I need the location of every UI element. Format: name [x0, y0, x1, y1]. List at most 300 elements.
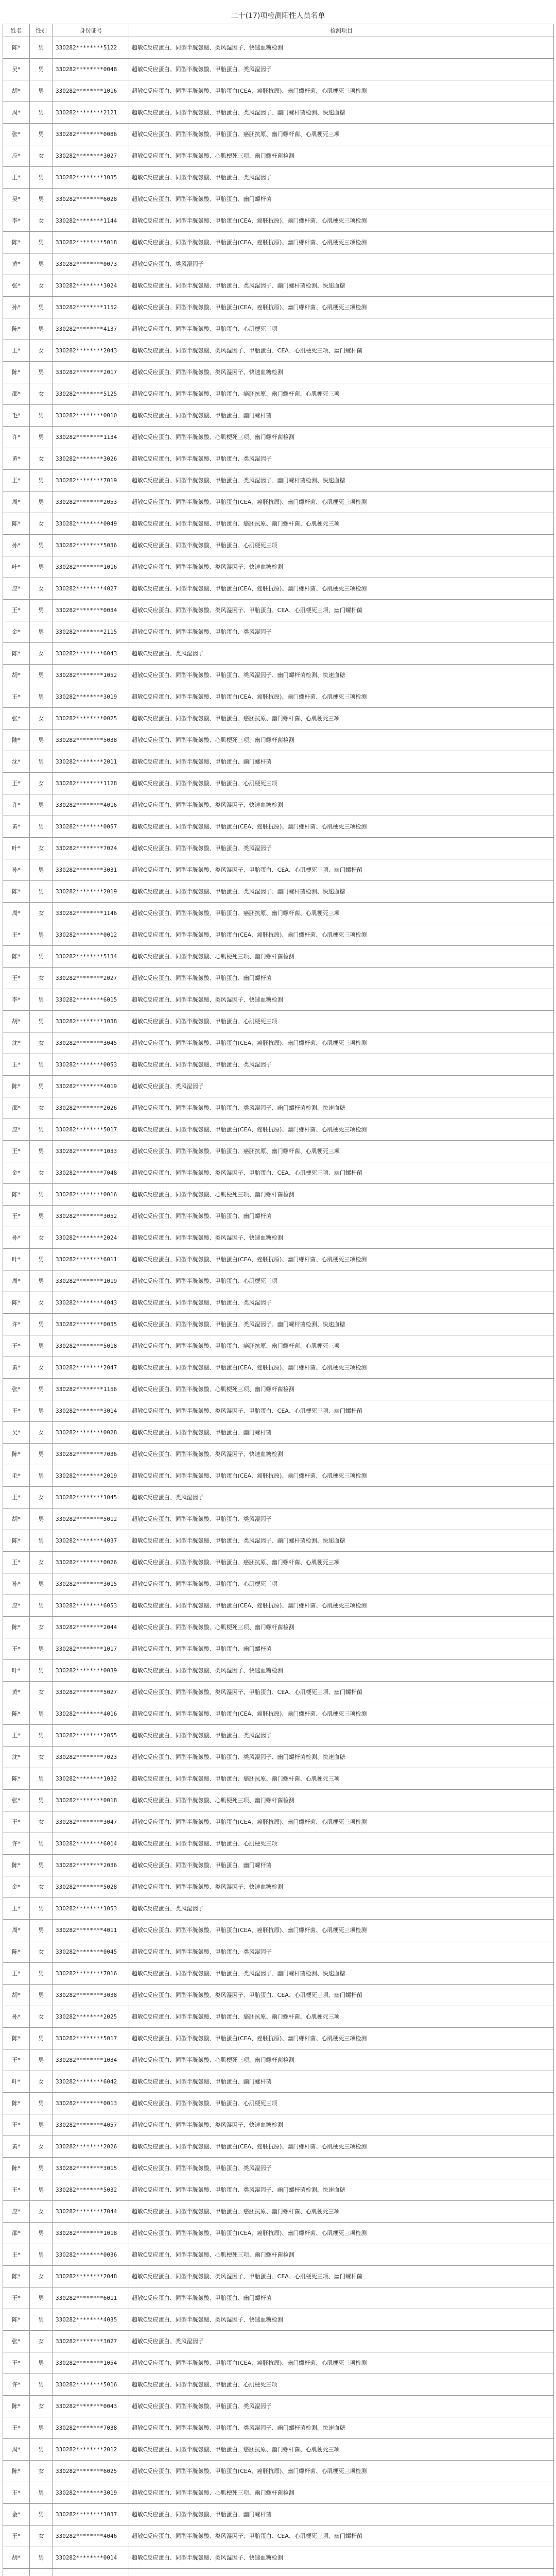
- cell-name: 陈*: [3, 318, 30, 340]
- cell-sex: 男: [30, 1703, 53, 1725]
- table-row: [3, 340, 554, 362]
- cell-result: 超敏C反应蛋白、同型半胱氨酸、甲胎蛋白(CEA、癌胚抗原)、幽门螺杆菌、心肌梗死三项检测: [129, 80, 554, 102]
- table-row: [3, 2547, 554, 2569]
- cell-id-number: 330282********2044: [53, 1617, 129, 1638]
- cell-sex: 男: [30, 1184, 53, 1206]
- cell-id-number: 330282********4011: [53, 1920, 129, 1941]
- cell-sex: 女: [30, 2331, 53, 2352]
- cell-sex: 男: [30, 1509, 53, 1530]
- table-row: [3, 1119, 554, 1141]
- cell-sex: 男: [30, 1119, 53, 1141]
- table-row: [3, 2396, 554, 2417]
- table-row: [3, 2093, 554, 2114]
- cell-name: 应*: [3, 2201, 30, 2223]
- table-row: [3, 1314, 554, 1335]
- cell-result: 超敏C反应蛋白、同型半胱氨酸、甲胎蛋白(CEA、癌胚抗原)、幽门螺杆菌、心肌梗死三项检测: [129, 2136, 554, 2158]
- cell-sex: 男: [30, 167, 53, 189]
- cell-result: 超敏C反应蛋白、同型半胱氨酸、类风湿因子、快速血糖检测: [129, 2114, 554, 2136]
- table-row: [3, 1422, 554, 1444]
- cell-sex: 女: [30, 2461, 53, 2482]
- table-row: [3, 1920, 554, 1941]
- cell-name: 张*: [3, 124, 30, 145]
- cell-id-number: 330282********1037: [53, 2504, 129, 2526]
- cell-sex: 男: [30, 1898, 53, 1920]
- cell-name: 孙*: [3, 2006, 30, 2028]
- cell-id-number: 330282********0014: [53, 2547, 129, 2569]
- cell-name: 王*: [3, 2179, 30, 2201]
- cell-sex: 男: [30, 1920, 53, 1941]
- cell-name: 王*: [3, 1206, 30, 1227]
- cell-id-number: 330282********2026: [53, 1097, 129, 1119]
- cell-id-number: 330282********5125: [53, 383, 129, 405]
- cell-name: 应*: [3, 1119, 30, 1141]
- cell-id-number: 330282********1032: [53, 1768, 129, 1790]
- cell-sex: 男: [30, 1249, 53, 1270]
- cell-id-number: 330282********1134: [53, 427, 129, 448]
- table-row: [3, 1487, 554, 1509]
- cell-name: 金*: [3, 2504, 30, 2526]
- cell-result: 超敏C反应蛋白、同型半胱氨酸、甲胎蛋白、类风湿因子: [129, 2158, 554, 2179]
- cell-id-number: 330282********2043: [53, 340, 129, 362]
- table-row: [3, 1790, 554, 1811]
- cell-name: 陈*: [3, 881, 30, 903]
- cell-result: 超敏C反应蛋白、同型半胱氨酸、甲胎蛋白(CEA、癌胚抗原)、幽门螺杆菌、心肌梗死三项检测: [129, 578, 554, 600]
- cell-name: 陈*: [3, 643, 30, 665]
- cell-result: 超敏C反应蛋白、同型半胱氨酸、类风湿因子、快速血糖检测: [129, 1876, 554, 1898]
- cell-result: 超敏C反应蛋白、同型半胱氨酸、甲胎蛋白、类风湿因子: [129, 1941, 554, 1963]
- cell-sex: 男: [30, 1270, 53, 1292]
- cell-sex: 男: [30, 253, 53, 275]
- cell-id-number: 330282********6025: [53, 2461, 129, 2482]
- cell-id-number: 330282********0057: [53, 816, 129, 838]
- cell-sex: 女: [30, 1292, 53, 1314]
- table-row: [3, 2136, 554, 2158]
- cell-id-number: 330282********1052: [53, 665, 129, 686]
- cell-result: 超敏C反应蛋白、同型半胱氨酸、心肌梗死三项、幽门螺杆菌检测: [129, 946, 554, 968]
- cell-sex: 女: [30, 773, 53, 794]
- table-row: [3, 2158, 554, 2179]
- page-title: 二十(17)项检测阳性人员名单: [231, 12, 325, 20]
- cell-sex: 男: [30, 2287, 53, 2309]
- table-row: [3, 2504, 554, 2526]
- cell-id-number: 330282********1128: [53, 773, 129, 794]
- cell-name: 王*: [3, 686, 30, 708]
- cell-id-number: 330282********3031: [53, 859, 129, 881]
- cell-id-number: 330282********6042: [53, 2071, 129, 2093]
- cell-sex: 男: [30, 1465, 53, 1487]
- cell-name: 叶*: [3, 556, 30, 578]
- cell-name: 陈*: [3, 1617, 30, 1638]
- cell-sex: 男: [30, 1573, 53, 1595]
- cell-result: 超敏C反应蛋白、同型半胱氨酸、类风湿因子、甲胎蛋白、CEA、心肌梗死三项、幽门螺杆菌: [129, 2266, 554, 2287]
- cell-id-number: 330282********7044: [53, 2201, 129, 2223]
- cell-id-number: 330282********3027: [53, 145, 129, 167]
- cell-sex: [30, 2569, 53, 2576]
- cell-name: 应*: [3, 1595, 30, 1617]
- cell-name: 胡*: [3, 1509, 30, 1530]
- cell-sex: 男: [30, 492, 53, 513]
- table-row: [3, 1292, 554, 1314]
- cell-sex: 男: [30, 1963, 53, 1985]
- cell-result: 超敏C反应蛋白、同型半胱氨酸、心肌梗死三项、幽门螺杆菌检测: [129, 730, 554, 751]
- cell-id-number: 330282********4037: [53, 1530, 129, 1552]
- cell-name: 黄*: [3, 1357, 30, 1379]
- cell-name: 金*: [3, 621, 30, 643]
- cell-sex: 男: [30, 1011, 53, 1032]
- cell-id-number: 330282********5122: [53, 37, 129, 59]
- cell-sex: 男: [30, 1444, 53, 1465]
- table-row: [3, 2028, 554, 2049]
- table-row: [3, 794, 554, 816]
- cell-result: 超敏C反应蛋白、同型半胱氨酸、甲胎蛋白、类风湿因子: [129, 59, 554, 80]
- cell-sex: 女: [30, 1487, 53, 1509]
- cell-id-number: 330282********5017: [53, 1119, 129, 1141]
- cell-result: 超敏C反应蛋白、同型半胱氨酸、类风湿因子、甲胎蛋白、CEA、心肌梗死三项、幽门螺杆菌: [129, 2526, 554, 2547]
- header-id: 身份证号: [53, 24, 129, 37]
- cell-sex: 男: [30, 2482, 53, 2504]
- cell-id-number: 330282********0035: [53, 1314, 129, 1335]
- table-row: [3, 1249, 554, 1270]
- results-table: [3, 24, 554, 2576]
- table-row: [3, 1682, 554, 1703]
- cell-name: 胡*: [3, 665, 30, 686]
- cell-name: 许*: [3, 2374, 30, 2396]
- cell-sex: 男: [30, 1725, 53, 1747]
- cell-sex: 女: [30, 903, 53, 924]
- cell-sex: 女: [30, 2396, 53, 2417]
- table-row: [3, 2071, 554, 2093]
- cell-result: 超敏C反应蛋白、同型半胱氨酸、甲胎蛋白(CEA、癌胚抗原)、幽门螺杆菌、心肌梗死三项检测: [129, 1032, 554, 1054]
- cell-sex: 女: [30, 1357, 53, 1379]
- cell-result: 超敏C反应蛋白、同型半胱氨酸、甲胎蛋白、类风湿因子: [129, 1725, 554, 1747]
- table-row: [3, 59, 554, 80]
- cell-id-number: 330282********3026: [53, 448, 129, 470]
- table-row: [3, 1573, 554, 1595]
- cell-sex: 女: [30, 2266, 53, 2287]
- cell-id-number: 330282********5018: [53, 1335, 129, 1357]
- cell-name: 陈*: [3, 2266, 30, 2287]
- cell-id-number: 330282********7024: [53, 838, 129, 859]
- cell-id-number: 330282********1033: [53, 1141, 129, 1162]
- cell-name: 叶*: [3, 2071, 30, 2093]
- cell-id-number: 330282********1018: [53, 2223, 129, 2244]
- table-row: [3, 1941, 554, 1963]
- cell-sex: 女: [30, 210, 53, 232]
- cell-name: 金*: [3, 1876, 30, 1898]
- cell-name: 陈*: [3, 1941, 30, 1963]
- cell-id-number: 330282********3014: [53, 1400, 129, 1422]
- cell-id-number: 330282********2011: [53, 751, 129, 773]
- cell-sex: 男: [30, 556, 53, 578]
- table-row: [3, 1162, 554, 1184]
- cell-sex: 男: [30, 1076, 53, 1097]
- cell-result: 超敏C反应蛋白、同型半胱氨酸、类风湿因子、快速血糖检测: [129, 794, 554, 816]
- cell-result: 超敏C反应蛋白、同型半胱氨酸、甲胎蛋白、心肌梗死三项: [129, 2093, 554, 2114]
- cell-name: 陈*: [3, 2158, 30, 2179]
- cell-name: 陈*: [3, 232, 30, 253]
- cell-id-number: 330282********5036: [53, 535, 129, 556]
- cell-id-number: 330282********3038: [53, 1985, 129, 2006]
- table-row: [3, 1227, 554, 1249]
- cell-result: 超敏C反应蛋白、同型半胱氨酸、甲胎蛋白、类风湿因子、幽门螺杆菌检测、快速血糖: [129, 2179, 554, 2201]
- cell-sex: 男: [30, 80, 53, 102]
- table-row: [3, 903, 554, 924]
- cell-result: 超敏C反应蛋白、同型半胱氨酸、甲胎蛋白(CEA、癌胚抗原)、幽门螺杆菌、心肌梗死三项检测: [129, 1249, 554, 1270]
- cell-name: 孙*: [3, 859, 30, 881]
- cell-result: 超敏C反应蛋白、同型半胱氨酸、甲胎蛋白(CEA、癌胚抗原)、幽门螺杆菌、心肌梗死三项检测: [129, 2461, 554, 2482]
- cell-id-number: 330282********6011: [53, 1249, 129, 1270]
- cell-result: 超敏C反应蛋白、同型半胱氨酸、心肌梗死三项、幽门螺杆菌检测: [129, 1184, 554, 1206]
- cell-name: 陈*: [3, 1703, 30, 1725]
- cell-name: 叶*: [3, 838, 30, 859]
- cell-result: 超敏C反应蛋白、同型半胱氨酸、类风湿因子、甲胎蛋白、CEA、心肌梗死三项、幽门螺杆菌: [129, 1162, 554, 1184]
- cell-result: 超敏C反应蛋白、同型半胱氨酸、甲胎蛋白、类风湿因子: [129, 1292, 554, 1314]
- cell-id-number: 330282********0048: [53, 59, 129, 80]
- cell-sex: 女: [30, 513, 53, 535]
- cell-sex: 男: [30, 1314, 53, 1335]
- cell-name: 王*: [3, 2244, 30, 2266]
- cell-id-number: 330282********3045: [53, 1032, 129, 1054]
- cell-sex: 男: [30, 59, 53, 80]
- table-row: [3, 816, 554, 838]
- cell-result: 超敏C反应蛋白、同型半胱氨酸、甲胎蛋白、幽门螺杆菌: [129, 2071, 554, 2093]
- cell-sex: 男: [30, 1530, 53, 1552]
- table-row: [3, 1747, 554, 1768]
- table-row: [3, 1768, 554, 1790]
- table-row: [3, 1876, 554, 1898]
- cell-id-number: 330282********6053: [53, 1595, 129, 1617]
- cell-name: 王*: [3, 2526, 30, 2547]
- cell-name: 陈*: [3, 946, 30, 968]
- cell-name: 周*: [3, 102, 30, 124]
- cell-result: 超敏C反应蛋白、同型半胱氨酸、甲胎蛋白、心肌梗死三项: [129, 318, 554, 340]
- cell-sex: 男: [30, 751, 53, 773]
- table-row: [3, 1509, 554, 1530]
- cell-name: 胡*: [3, 80, 30, 102]
- cell-sex: 男: [30, 362, 53, 383]
- cell-sex: 男: [30, 1054, 53, 1076]
- table-row: [3, 1725, 554, 1747]
- cell-result: 超敏C反应蛋白、同型半胱氨酸、甲胎蛋白(CEA、癌胚抗原)、幽门螺杆菌、心肌梗死三项检测: [129, 2028, 554, 2049]
- cell-sex: 男: [30, 2417, 53, 2439]
- cell-result: 超敏C反应蛋白、同型半胱氨酸、心肌梗死三项、幽门螺杆菌检测: [129, 1617, 554, 1638]
- cell-result: 超敏C反应蛋白、同型半胱氨酸、甲胎蛋白、心肌梗死三项: [129, 773, 554, 794]
- cell-result: 超敏C反应蛋白、同型半胱氨酸、甲胎蛋白、类风湿因子: [129, 1054, 554, 1076]
- cell-result: 超敏C反应蛋白、同型半胱氨酸、甲胎蛋白、幽门螺杆菌: [129, 1638, 554, 1660]
- table-row: [3, 1206, 554, 1227]
- cell-name: 陈*: [3, 1292, 30, 1314]
- table-row: [3, 1184, 554, 1206]
- cell-result: 超敏C反应蛋白、同型半胱氨酸、甲胎蛋白、癌胚抗原、幽门螺杆菌、心肌梗死三项: [129, 2439, 554, 2461]
- cell-sex: 女: [30, 1422, 53, 1444]
- cell-result: 超敏C反应蛋白、同型半胱氨酸、甲胎蛋白、癌胚抗原、幽门螺杆菌、心肌梗死三项: [129, 383, 554, 405]
- table-row: [3, 448, 554, 470]
- cell-id-number: 330282********4027: [53, 578, 129, 600]
- cell-result: 超敏C反应蛋白、同型半胱氨酸、甲胎蛋白、心肌梗死三项: [129, 1011, 554, 1032]
- table-row: [3, 1552, 554, 1573]
- cell-name: 陈*: [3, 1530, 30, 1552]
- cell-name: 王*: [3, 1725, 30, 1747]
- cell-id-number: 330282********2025: [53, 2006, 129, 2028]
- cell-id-number: 330282********1038: [53, 1011, 129, 1032]
- cell-id-number: 330282********3019: [53, 686, 129, 708]
- cell-id-number: 330282********0010: [53, 405, 129, 427]
- cell-name: 王*: [3, 1141, 30, 1162]
- cell-sex: 男: [30, 2352, 53, 2374]
- cell-result: 超敏C反应蛋白、同型半胱氨酸、类风湿因子、快速血糖检测: [129, 1660, 554, 1682]
- table-row: [3, 2417, 554, 2439]
- cell-id-number: 330282********7038: [53, 2417, 129, 2439]
- cell-id-number: 330282********2027: [53, 968, 129, 989]
- cell-name: 王*: [3, 2049, 30, 2071]
- table-row: [3, 124, 554, 145]
- cell-id-number: 330282********4043: [53, 1292, 129, 1314]
- cell-name: 周*: [3, 1270, 30, 1292]
- cell-name: 胡*: [3, 1985, 30, 2006]
- cell-name: 邵*: [3, 2223, 30, 2244]
- cell-id-number: 330282********7016: [53, 1963, 129, 1985]
- cell-result: 超敏C反应蛋白、同型半胱氨酸、甲胎蛋白、类风湿因子、幽门螺杆菌检测、快速血糖: [129, 665, 554, 686]
- cell-result: 超敏C反应蛋白、同型半胱氨酸、甲胎蛋白、癌胚抗原、幽门螺杆菌、心肌梗死三项: [129, 1552, 554, 1573]
- table-row: [3, 2266, 554, 2287]
- table-row: [3, 1703, 554, 1725]
- table-row: [3, 1465, 554, 1487]
- cell-name: 张*: [3, 1790, 30, 1811]
- cell-sex: 男: [30, 232, 53, 253]
- table-row: [3, 318, 554, 340]
- cell-result: 超敏C反应蛋白、同型半胱氨酸、心肌梗死三项、幽门螺杆菌检测: [129, 427, 554, 448]
- cell-sex: 男: [30, 189, 53, 210]
- table-row: [3, 881, 554, 903]
- cell-name: 王*: [3, 1898, 30, 1920]
- cell-sex: 男: [30, 124, 53, 145]
- table-row: [3, 708, 554, 730]
- cell-name: 张*: [3, 275, 30, 297]
- table-row: [3, 275, 554, 297]
- cell-name: 孙*: [3, 297, 30, 318]
- cell-sex: 女: [30, 2006, 53, 2028]
- table-row: [3, 535, 554, 556]
- header-sex: 性别: [30, 24, 53, 37]
- cell-result: 超敏C反应蛋白、同型半胱氨酸、甲胎蛋白(CEA、癌胚抗原)、幽门螺杆菌、心肌梗死三项检测: [129, 297, 554, 318]
- cell-id-number: 330282********6015: [53, 989, 129, 1011]
- table-row: [3, 1855, 554, 1876]
- cell-sex: 男: [30, 1660, 53, 1682]
- cell-sex: 男: [30, 730, 53, 751]
- cell-id-number: 330282********3015: [53, 1573, 129, 1595]
- cell-result: 超敏C反应蛋白、类风湿因子: [129, 253, 554, 275]
- table-row: [3, 145, 554, 167]
- cell-id-number: 330282********2026: [53, 2136, 129, 2158]
- cell-result: 超敏C反应蛋白、类风湿因子: [129, 2331, 554, 2352]
- table-row: [3, 838, 554, 859]
- cell-sex: 女: [30, 2201, 53, 2223]
- cell-id-number: 330282********1045: [53, 1487, 129, 1509]
- cell-name: 陈*: [3, 1768, 30, 1790]
- cell-id-number: 330282********0016: [53, 1184, 129, 1206]
- table-header-row: [3, 24, 554, 37]
- cell-id-number: 330282********5134: [53, 946, 129, 968]
- cell-result: 超敏C反应蛋白、同型半胱氨酸、心肌梗死三项、幽门螺杆菌检测: [129, 2482, 554, 2504]
- cell-result: 超敏C反应蛋白、同型半胱氨酸、甲胎蛋白、癌胚抗原、幽门螺杆菌、心肌梗死三项: [129, 124, 554, 145]
- cell-id-number: 330282********4016: [53, 794, 129, 816]
- cell-name: 黄*: [3, 816, 30, 838]
- cell-id-number: 330282********0025: [53, 708, 129, 730]
- table-row: [3, 989, 554, 1011]
- cell-sex: 男: [30, 37, 53, 59]
- table-row: [3, 578, 554, 600]
- cell-sex: 男: [30, 600, 53, 621]
- table-row: [3, 1054, 554, 1076]
- cell-sex: 男: [30, 924, 53, 946]
- header-result: 检测项目: [129, 24, 554, 37]
- cell-sex: 男: [30, 102, 53, 124]
- cell-name: 王*: [3, 2287, 30, 2309]
- table-row: [3, 2244, 554, 2266]
- table-row: [3, 2309, 554, 2331]
- table-row: [3, 1811, 554, 1833]
- cell-sex: 女: [30, 708, 53, 730]
- cell-result: 超敏C反应蛋白、同型半胱氨酸、甲胎蛋白、类风湿因子、幽门螺杆菌检测、快速血糖: [129, 1314, 554, 1335]
- cell-result: 超敏C反应蛋白、同型半胱氨酸、甲胎蛋白(CEA、癌胚抗原)、幽门螺杆菌、心肌梗死三项检测: [129, 210, 554, 232]
- cell-id-number: 330282********5038: [53, 730, 129, 751]
- cell-id-number: 330282********5017: [53, 2028, 129, 2049]
- cell-result: 超敏C反应蛋白、同型半胱氨酸、类风湿因子、快速血糖检测: [129, 37, 554, 59]
- cell-sex: 女: [30, 2526, 53, 2547]
- cell-id-number: 330282********4019: [53, 1076, 129, 1097]
- cell-name: 应*: [3, 145, 30, 167]
- table-row: [3, 1076, 554, 1097]
- cell-name: 王*: [3, 470, 30, 492]
- cell-id-number: 330282********2019: [53, 881, 129, 903]
- cell-id-number: 330282********2115: [53, 621, 129, 643]
- cell-sex: 男: [30, 2028, 53, 2049]
- cell-result: 超敏C反应蛋白、类风湿因子: [129, 1487, 554, 1509]
- table-row: [3, 492, 554, 513]
- cell-result: 超敏C反应蛋白、同型半胱氨酸、甲胎蛋白、类风湿因子: [129, 448, 554, 470]
- cell-name: 周*: [3, 2439, 30, 2461]
- cell-sex: 男: [30, 2049, 53, 2071]
- cell-sex: 男: [30, 297, 53, 318]
- cell-name: 陈*: [3, 1076, 30, 1097]
- cell-sex: 男: [30, 1985, 53, 2006]
- cell-result: 超敏C反应蛋白、同型半胱氨酸、甲胎蛋白(CEA、癌胚抗原)、幽门螺杆菌、心肌梗死三项检测: [129, 2352, 554, 2374]
- cell-result: 超敏C反应蛋白、同型半胱氨酸、甲胎蛋白、类风湿因子、幽门螺杆菌检测、快速血糖: [129, 1097, 554, 1119]
- cell-id-number: 330282********1156: [53, 1379, 129, 1400]
- cell-id-number: 330282********2019: [53, 1465, 129, 1487]
- cell-sex: 男: [30, 1400, 53, 1422]
- cell-name: 李*: [3, 210, 30, 232]
- cell-id-number: 330282********1053: [53, 1898, 129, 1920]
- cell-id-number: 330282********0039: [53, 1660, 129, 1682]
- cell-name: 陈*: [3, 2093, 30, 2114]
- cell-name: 陆*: [3, 730, 30, 751]
- table-row: [3, 1335, 554, 1357]
- cell-id-number: 330282********1152: [53, 297, 129, 318]
- table-row: [3, 968, 554, 989]
- cell-result: 超敏C反应蛋白、同型半胱氨酸、甲胎蛋白(CEA、癌胚抗原)、幽门螺杆菌、心肌梗死三项检测: [129, 816, 554, 838]
- cell-name: 沈*: [3, 751, 30, 773]
- table-row: [3, 1141, 554, 1162]
- cell-result: 超敏C反应蛋白、同型半胱氨酸、甲胎蛋白、癌胚抗原、幽门螺杆菌、心肌梗死三项: [129, 1335, 554, 1357]
- cell-sex: 女: [30, 838, 53, 859]
- cell-id-number: 330282********1144: [53, 210, 129, 232]
- table-row: [3, 2374, 554, 2396]
- cell-id-number: 330282********3047: [53, 1811, 129, 1833]
- cell-name: 叶*: [3, 1660, 30, 1682]
- cell-name: 王*: [3, 1400, 30, 1422]
- cell-name: 黄*: [3, 1682, 30, 1703]
